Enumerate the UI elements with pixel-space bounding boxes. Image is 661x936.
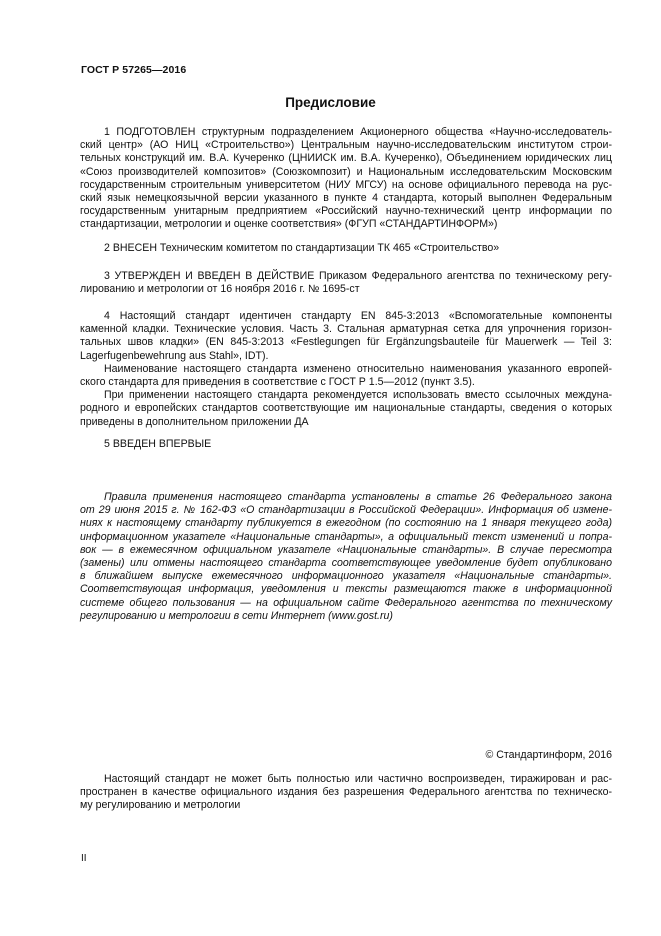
text-line: ский центр» (АО НИЦ «Строительство») Центральным научно-исследовательским институтом строи- bbox=[80, 139, 612, 152]
text-line: государственным унитарным предприятием «Российский научно-технический центр информации по bbox=[80, 205, 612, 218]
item-1-paragraph bbox=[80, 126, 612, 232]
copyright-notice: © Стандартинформ, 2016 bbox=[485, 749, 612, 761]
text-line: «Союз производителей композитов» (Союзкомпозит) и Национальным исследовательским Московским bbox=[80, 165, 612, 178]
text-line: тальных швов кладки» (EN 845-3:2013 «Festlegungen für Ergänzungsbauteile für Mauerwerk — Teil 3: bbox=[80, 336, 612, 349]
item-3-paragraph bbox=[80, 270, 612, 296]
text-line: 4 Настоящий стандарт идентичен стандарту EN 845-3:2013 «Вспомогательные компоненты bbox=[104, 310, 612, 322]
page-number: II bbox=[81, 853, 87, 864]
text-line: 2 ВНЕСЕН Техническим комитетом по стандартизации ТК 465 «Строительство» bbox=[104, 242, 500, 254]
item-5-paragraph bbox=[80, 438, 612, 451]
text-line: Настоящий стандарт не может быть полностью или частично воспроизведен, тиражирован и рас- bbox=[104, 773, 612, 785]
text-line: пространен в качестве официального издания без разрешения Федерального агентства по техническо- bbox=[80, 786, 612, 799]
page-title: Предисловие bbox=[285, 95, 376, 110]
item-2-paragraph bbox=[80, 242, 612, 255]
text-line: каменной кладки. Технические условия. Часть 3. Стальная арматурная сетка для упрочнения горизон- bbox=[80, 323, 612, 336]
text-line: лированию и метрологии от 16 ноября 2016 г. № 1695-ст bbox=[80, 283, 360, 296]
text-line: ского стандарта для приведения в соответствие с ГОСТ Р 1.5—2012 (пункт 3.5). bbox=[80, 375, 475, 388]
text-line: родного и европейских стандартов соответствующие им национальные стандарты, сведения о которых bbox=[80, 402, 612, 415]
text-line: вок — в ежемесячном официальном указателе «Национальные стандарты». В случае пересмотра bbox=[80, 543, 612, 556]
text-line: тельных конструкций им. В.А. Кучеренко (ЦНИИСК им. В.А. Кучеренко), Объединением юридических лиц bbox=[80, 152, 612, 165]
text-line: ский язык немецкоязычной версии указанного в пункте 4 стандарта, который выполнен Федеральным bbox=[80, 191, 612, 204]
text-line: системе общего пользования — на официальном сайте Федерального агентства по техническому bbox=[80, 596, 612, 609]
text-line: информационном указателе «Национальные стандарты», а официальный текст изменений и попра- bbox=[80, 530, 612, 543]
text-line: в ближайшем выпуске ежемесячного информационного указателя «Национальные стандарты». bbox=[80, 570, 612, 583]
text-line: Правила применения настоящего стандарта установлены в статье 26 Федерального закона bbox=[104, 491, 612, 503]
standard-application-notice bbox=[80, 491, 612, 623]
item-4-paragraph bbox=[80, 310, 612, 429]
text-line: (замены) или отмены настоящего стандарта соответствующее уведомление будет опубликовано bbox=[80, 556, 612, 569]
text-line: Наименование настоящего стандарта изменено относительно наименования указанного европей- bbox=[104, 362, 612, 375]
text-line: Соответствующая информация, уведомления и тексты размещаются также в информационной bbox=[80, 583, 612, 596]
text-line: Lagerfugenbewehrung aus Stahl», IDT). bbox=[80, 349, 269, 362]
text-line: му регулированию и метрологии bbox=[80, 799, 241, 812]
text-line: государственным строительным университетом (НИУ МГСУ) на основе официального перевода на рус- bbox=[80, 178, 612, 191]
text-line: ниях к настоящему стандарту публикуется в ежегодном (по состоянию на 1 января текущего года) bbox=[80, 517, 612, 530]
text-line: При применении настоящего стандарта рекомендуется использовать вместо ссылочных междуна- bbox=[104, 389, 612, 402]
text-line: от 29 июня 2015 г. № 162-ФЗ «О стандартизации в Российской Федерации». Информация об измене- bbox=[80, 504, 612, 517]
text-line: 1 ПОДГОТОВЛЕН структурным подразделением Акционерного общества «Научно-исследователь- bbox=[104, 126, 612, 138]
reproduction-notice bbox=[80, 773, 612, 813]
text-line: 5 ВВЕДЕН ВПЕРВЫЕ bbox=[104, 438, 212, 450]
text-line: приведены в дополнительном приложении ДА bbox=[80, 415, 309, 428]
text-line: стандартизации, метрологии и оценке соответствия» (ФГУП «СТАНДАРТИНФОРМ») bbox=[80, 218, 498, 231]
text-line: 3 УТВЕРЖДЕН И ВВЕДЕН В ДЕЙСТВИЕ Приказом Федерального агентства по техническому регу- bbox=[104, 270, 612, 282]
document-header: ГОСТ Р 57265—2016 bbox=[81, 64, 187, 76]
text-line: регулированию и метрологии в сети Интернет (www.gost.ru) bbox=[80, 609, 393, 622]
